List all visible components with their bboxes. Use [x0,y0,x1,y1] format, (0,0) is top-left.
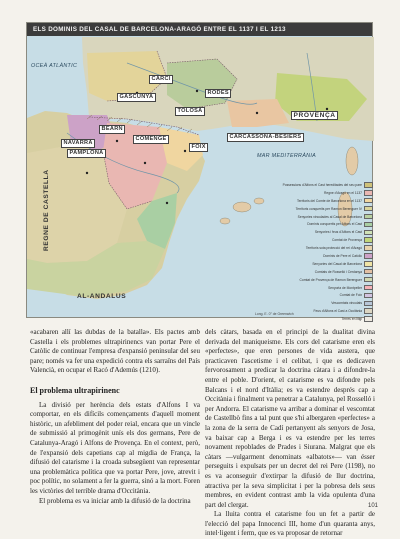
legend-item [221,299,373,307]
right-column [205,328,375,539]
label-rodes: RODES [205,89,231,98]
legend-item-text: Comtats de Rosselló i Cerdanya [314,269,362,274]
legend-item-text: Comtat de Provença de Ramon Berenguer [299,277,362,282]
left-paragraph-2: La divisió per herència dels estats d'Alfons I va comportar, en els difícils començaments d'aquell moment històric, un afebliment del poder reial, encara que un vincle de submissió al primogènit unís els dos germans, Pere de Catalunya-Aragó i Alfons de Provença. En el context, però, de l'expansió dels capetians cap al migdia de França, la difusió del catarisme i la croada subsegüent van representar una problemàtica política que va portar Pere, jove, atrevit i poc polític, no solament a fer la guerra, sinó a la mort. Foren les victòries del terrible drama d'Occitània. [30,400,200,495]
legend-swatch [364,230,373,236]
legend-item [221,189,373,197]
legend-item-text: Territoris sota protecció del rei d'Aragó [305,246,362,251]
legend-swatch [364,222,373,228]
legend-swatch [364,285,373,291]
legend-item [221,276,373,284]
legend-swatch [364,237,373,243]
legend-item [221,315,373,323]
legend-item-text: Vescomtats vinculats [331,301,362,306]
legend-item-text: Senyories vinculades al Casal de Barcelona [297,214,362,219]
legend-item-text: Feus d'Alfons el Cast a Occitània [313,309,362,314]
section-heading: El problema ultrapirinenc [30,385,120,395]
legend-item [221,181,373,189]
legend-item [221,307,373,315]
historical-map [26,22,373,322]
left-column [30,328,200,506]
legend-item [221,213,373,221]
label-tolosa: TOLOSA [175,107,205,116]
label-carci: CARCI [149,75,173,84]
label-bearn: BEARN [99,125,125,134]
legend-swatch [364,206,373,212]
legend-item-text: Senyoria de Montpeller [328,285,362,290]
legend-item [221,291,373,299]
label-comenge: COMENGE [133,135,169,144]
legend-item-text: Territoris conquerits per Ramon Berenguer IV [295,206,362,211]
legend-item-text: Regne d'Aragó en el 1137 [324,190,362,195]
legend-swatch [364,293,373,299]
legend-item-text: Terres en litigi [341,317,362,322]
label-carcassona: CARCASSONA-BESIERS [227,133,304,142]
legend-item-text: Dominis conquerits per Alfons el Cast [307,222,362,227]
legend-swatch [364,316,373,322]
legend-swatch [364,308,373,314]
legend-item [221,220,373,228]
left-paragraph-1: «acabaren allí las dubdas de la batalla». Els pactes amb Castella i els problemes ultrapirinencs van portar Pere el Catòlic de continuar l'empresa d'expansió peninsular del seu pare; només va fer una expedició contra els sarraïns del País Valencià, en ocupar el Racó d'Ademús (1210). [30,328,200,375]
legend-item-text: Comtat de Foix [339,293,362,298]
legend-swatch [364,182,373,188]
left-paragraph-3: El problema es va iniciar amb la difusió de la doctrina [39,496,191,505]
legend-item [221,244,373,252]
map-legend [221,181,373,323]
legend-item-text: Territoris del Comte de Barcelona en el 1137 [297,198,362,203]
label-provenca: PROVENÇA [291,111,338,120]
right-paragraph-2: La lluita contra el catarisme fou un fet a partir de l'elecció del papa Innocenci III, home d'un quaranta anys, intel·ligent i ferm, que es va proposar de retornar [205,510,375,538]
legend-item-text: Dominis de Pere el Catòlic [323,253,362,258]
label-mediterranean: MAR MEDITERRÀNIA [257,153,317,159]
right-paragraph-1: dels càtars, basada en el principi de la dualitat divina derivada del maniqueisme. Els cors del catarisme eren els «perfectes», que eren persones de vida austera, que practicaven l'ascetisme i el celibat, i que es dedicaven fervorosament a predicar la doctrina càtara i a difondre-la entre el poble. D'orient, el catarisme es va difondre pels Balcans i el nord d'Itàlia; es va estendre després cap a Occitània i finalment va penetrar a Catalunya, pel Rosselló i per Andorra. El catarisme va arribar a dominar el vescomtat de Castellbò fins a tal punt que s'hi albergaren «perfectes» a la zona de la serra de Cadí pertanyent als senyors de Josa, va baixar cap a Berga i es va estendre per les terres novament repoblades de Prades i Siurana. Malgrat que els càtars —vulgarment denominats «albatots»— van ésser perseguits i expulsats per un decret del rei Pere (1198), no es va aconseguir d'extirpar la difusió de llur doctrina, atractiva per la seva simplicitat i per la pobresa dels seus membres, en evident contrast amb la vida opulenta d'una part del clergat. [205,328,375,509]
label-pamplona: PAMPLONA [67,149,106,158]
legend-swatch [364,277,373,283]
legend-item-text: Senyories i feus d'Alfons el Cast [314,230,362,235]
legend-item [221,268,373,276]
legend-item [221,260,373,268]
legend-swatch [364,245,373,251]
legend-swatch [364,214,373,220]
label-foix: FOIX [189,143,208,152]
legend-swatch [364,301,373,307]
legend-item [221,252,373,260]
legend-item [221,205,373,213]
label-al-andalus: AL-ANDALUS [77,293,127,300]
legend-item-text: Senyories del Casal de Barcelona [312,261,362,266]
legend-item [221,284,373,292]
map-scale-note: Long. E. 0° de Greenwich [255,312,294,316]
legend-item [221,197,373,205]
legend-swatch [364,261,373,267]
legend-swatch [364,269,373,275]
label-atlantic: OCEÀ ATLÀNTIC [31,63,78,69]
legend-swatch [364,253,373,259]
legend-swatch [364,198,373,204]
legend-swatch [364,190,373,196]
legend-item-text: Comtat de Provença [331,238,362,243]
map-title: ELS DOMINIS DEL CASAL DE BARCELONA-ARAGÓ ENTRE EL 1137 I EL 1213 [27,23,372,36]
page-number: 101 [367,503,378,509]
label-castella: REGNE DE CASTELLA [43,169,50,251]
label-navarra: NAVARRA [61,139,95,148]
legend-item [221,228,373,236]
legend-item [221,236,373,244]
label-gascunya: GASCUNYA [117,93,156,102]
legend-item-text: Possessions d'Alfons el Cast hereditades del seu pare [282,182,362,187]
